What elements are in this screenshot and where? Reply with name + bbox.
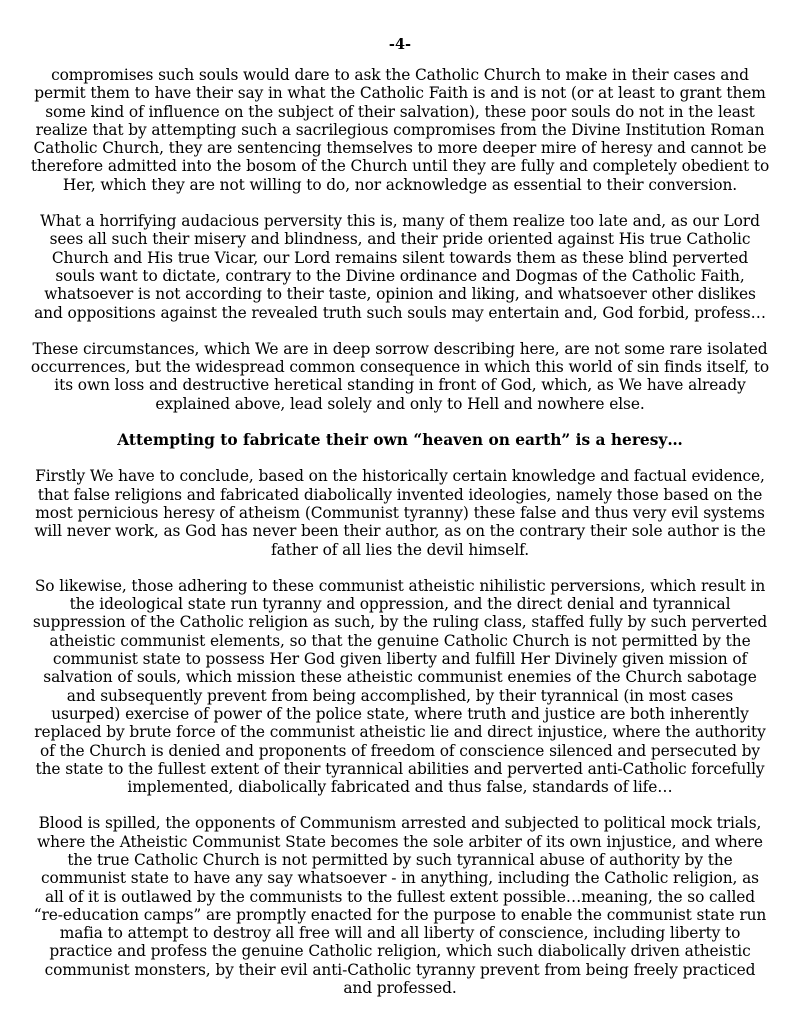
paragraph-1: compromises such souls would dare to ask the Catholic Church to make in their cases and permit them to have their say in what the Catholic Faith is and is not (or at least to grant them some kind of influence on the subject of their salvation), these poor souls do not in the least realize that by attempting such a sacrilegious compromises from the Divine Institution Roman Catholic Church, they are sentencing themselves to more deeper mire of heresy and cannot be therefore admitted into the bosom of the Church until they are fully and completely obedient to Her, which they are not willing to do, nor acknowledge as essential to their conversion. <box>30 66 770 194</box>
document-page <box>30 36 770 1015</box>
page-number: -4- <box>388 36 412 53</box>
paragraph-2: What a horrifying audacious perversity this is, many of them realize too late and, as our Lord sees all such their misery and blindness, and their pride oriented against His true Catholic Church and His true Vicar, our Lord remains silent towards them as these blind perverted souls want to dictate, contrary to the Divine ordinance and Dogmas of the Catholic Faith, whatsoever is not according to their taste, opinion and liking, and whatsoever other dislikes and oppositions against the revealed truth such souls may entertain and, God forbid, profess… <box>34 212 766 322</box>
paragraph-6: Blood is spilled, the opponents of Communism arrested and subjected to political mock trials, where the Atheistic Communist State becomes the sole arbiter of its own injustice, and where the true Catholic Church is not permitted by such tyrannical abuse of authority by the communist state to have any say whatsoever - in anything, including the Catholic religion, as all of it is outlawed by the communists to the fullest extent possible…meaning, the so called “re-education camps” are promptly enacted for the purpose to enable the communist state run mafia to attempt to destroy all free will and all liberty of conscience, including liberty to practice and profess the genuine Catholic religion, which such diabolically driven atheistic communist monsters, by their evil anti-Catholic tyranny prevent from being freely practiced and professed. <box>33 814 767 998</box>
paragraph-4: Firstly We have to conclude, based on the historically certain knowledge and factual evidence, that false religions and fabricated diabolically invented ideologies, namely those based on the most pernicious heresy of atheism (Communist tyranny) these false and thus very evil systems will never work, as God has never been their author, as on the contrary their sole author is the father of all lies the devil himself. <box>34 467 766 559</box>
paragraph-3: These circumstances, which We are in deep sorrow describing here, are not some rare isolated occurrences, but the widespread common consequence in which this world of sin finds itself, to its own loss and destructive heretical standing in front of God, which, as We have already explained above, lead solely and only to Hell and nowhere else. <box>30 339 770 413</box>
section-heading: Attempting to fabricate their own “heaven on earth” is a heresy… <box>117 431 683 450</box>
paragraph-5: So likewise, those adhering to these communist atheistic nihilistic perversions, which result in the ideological state run tyranny and oppression, and the direct denial and tyrannical suppression of the Catholic religion as such, by the ruling class, staffed fully by such perverted atheistic communist elements, so that the genuine Catholic Church is not permitted by the communist state to possess Her God given liberty and fulfill Her Divinely given mission of salvation of souls, which mission these atheistic communist enemies of the Church sabotage and subsequently prevent from being accomplished, by their tyrannical (in most cases usurped) exercise of power of the police state, where truth and justice are both inherently replaced by brute force of the communist atheistic lie and direct injustice, where the authority of the Church is denied and proponents of freedom of conscience silenced and persecuted by the state to the fullest extent of their tyrannical abilities and perverted anti-Catholic forcefully implemented, diabolically fabricated and thus false, standards of life… <box>32 576 768 797</box>
